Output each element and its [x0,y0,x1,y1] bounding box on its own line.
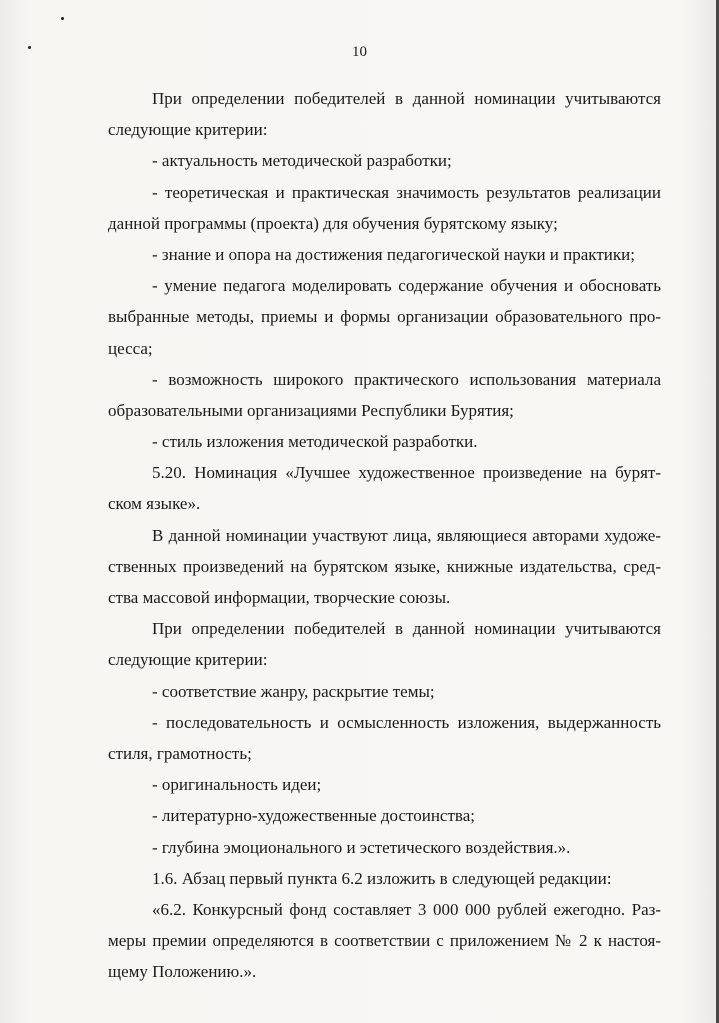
paragraph-line: При определении победителей в данной номинации учитываются [152,619,661,639]
list-item-continuation: цесса; [108,338,153,358]
paragraph-line: 1.6. Абзац первый пункта 6.2 изложить в следующей редакции: [152,868,612,888]
list-item: - стиль изложения методической разработки. [152,432,478,452]
scan-speck [61,17,64,20]
list-item: - теоретическая и практическая значимость результатов реализации [152,182,661,202]
section-heading-continuation: ском языке». [108,494,201,514]
paragraph-line: В данной номинации участвуют лица, являющиеся авторами художе- [152,525,661,545]
list-item: - умение педагога моделировать содержание обучения и обосновать [152,276,661,296]
paragraph-line: следующие критерии: [108,120,268,140]
list-item: - возможность широкого практического использования материала [152,369,661,389]
section-heading: 5.20. Номинация «Лучшее художественное произведение на бурят- [152,463,661,483]
paragraph-line: «6.2. Конкурсный фонд составляет 3 000 000 рублей ежегодно. Раз- [152,899,661,919]
list-item: - актуальность методической разработки; [152,151,452,171]
list-item-continuation: данной программы (проекта) для обучения бурятскому языку; [108,213,558,233]
list-item-continuation: образовательными организациями Республики Бурятия; [108,400,514,420]
paragraph-line: щему Положению.». [108,962,257,982]
list-item-continuation: стиля, грамотность; [108,743,252,763]
document-body [108,83,661,987]
paragraph-line: При определении победителей в данной номинации учитываются [152,89,661,108]
paragraph-line: следующие критерии: [108,650,268,670]
paragraph-line: меры премии определяются в соответствии с приложением № 2 к настоя- [108,931,661,951]
paragraph-line: ственных произведений на бурятском языке, книжные издательства, сред- [108,556,661,576]
list-item: - оригинальность идеи; [152,775,322,795]
list-item: - глубина эмоционального и эстетического воздействия.». [152,837,571,857]
list-item: - соответствие жанру, раскрытие темы; [152,681,435,701]
page-number: 10 [352,44,367,60]
list-item: - литературно-художественные достоинства; [152,806,475,826]
paragraph-line: ства массовой информации, творческие союзы. [108,588,451,607]
list-item: - последовательность и осмысленность изложения, выдержанность [152,712,661,732]
list-item: - знание и опора на достижения педагогической науки и практики; [152,244,635,264]
list-item-continuation: выбранные методы, приемы и формы организации образовательного про- [108,307,661,327]
